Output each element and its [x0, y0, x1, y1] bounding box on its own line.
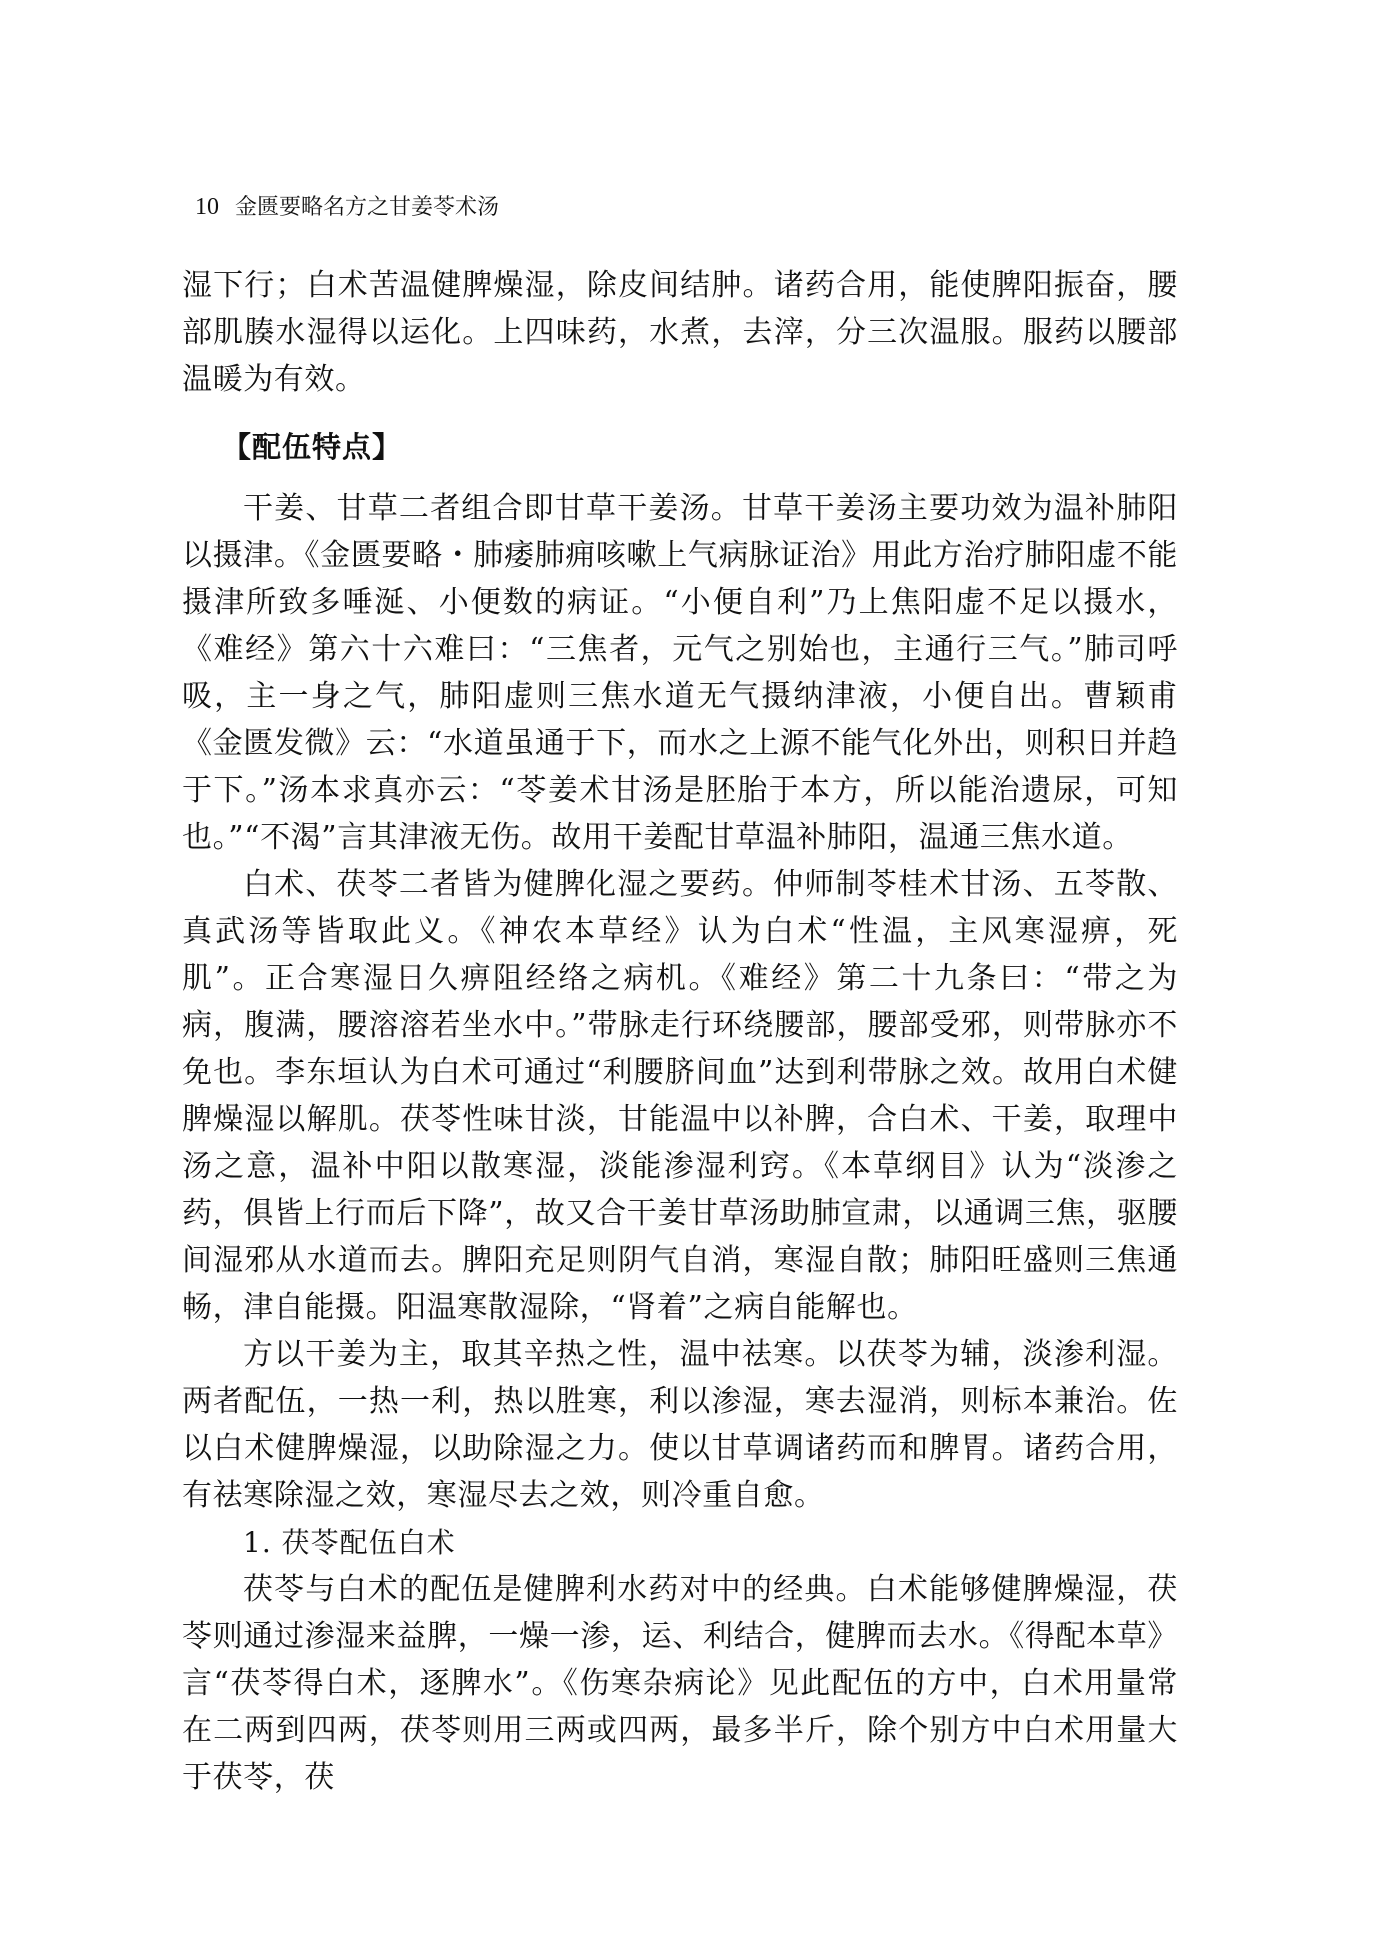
page-number: 10 [195, 194, 219, 220]
subheading: 1. 茯苓配伍白术 [243, 1526, 456, 1559]
running-header [195, 192, 499, 223]
paragraph: 白术、茯苓二者皆为健脾化湿之要药。仲师制苓桂术甘汤、五苓散、真武汤等皆取此义。《神农本草经》认为白术“性温，主风寒湿痹，死肌”。正合寒湿日久痹阻经络之病机。《难经》第二十九条曰：“带之为病，腹满，腰溶溶若坐水中。”带脉走行环绕腰部，腰部受邪，则带脉亦不免也。李东垣认为白术可通过“利腰脐间血”达到利带脉之效。故用白术健脾燥湿以解肌。茯苓性味甘淡，甘能温中以补脾，合白术、干姜，取理中汤之意，温补中阳以散寒湿，淡能渗湿利窍。《本草纲目》认为“淡渗之药，俱皆上行而后下降”，故又合干姜甘草汤助肺宣肃，以通调三焦，驱腰间湿邪从水道而去。脾阳充足则阴气自消，寒湿自散；肺阳旺盛则三焦通畅，津自能摄。阳温寒散湿除，“肾着”之病自能解也。 [182, 867, 1178, 1325]
page-body [182, 262, 1178, 1801]
paragraph: 方以干姜为主，取其辛热之性，温中祛寒。以茯苓为辅，淡渗利湿。两者配伍，一热一利，热以胜寒，利以渗湿，寒去湿消，则标本兼治。佐以白术健脾燥湿，以助除湿之力。使以甘草调诸药而和脾胃。诸药合用，有祛寒除湿之效，寒湿尽去之效，则冷重自愈。 [182, 1337, 1178, 1513]
book-title: 金匮要略名方之甘姜苓术汤 [235, 195, 500, 220]
paragraph: 茯苓与白术的配伍是健脾利水药对中的经典。白术能够健脾燥湿，茯苓则通过渗湿来益脾，一燥一渗，运、利结合，健脾而去水。《得配本草》言“茯苓得白术，逐脾水”。《伤寒杂病论》见此配伍的方中，白术用量常在二两到四两，茯苓则用三两或四两，最多半斤，除个别方中白术用量大于茯苓，茯 [182, 1572, 1178, 1795]
paragraph-continuation: 湿下行；白术苦温健脾燥湿，除皮间结肿。诸药合用，能使脾阳振奋，腰部肌腠水湿得以运化。上四味药，水煮，去滓，分三次温服。服药以腰部温暖为有效。 [182, 268, 1178, 397]
paragraph: 干姜、甘草二者组合即甘草干姜汤。甘草干姜汤主要功效为温补肺阳以摄津。《金匮要略・肺痿肺痈咳嗽上气病脉证治》用此方治疗肺阳虚不能摄津所致多唾涎、小便数的病证。“小便自利”乃上焦阳虚不足以摄水，《难经》第六十六难曰：“三焦者，元气之别始也，主通行三气。”肺司呼吸，主一身之气，肺阳虚则三焦水道无气摄纳津液，小便自出。曹颖甫《金匮发微》云：“水道虽通于下，而水之上源不能气化外出，则积日并趋于下。”汤本求真亦云：“苓姜术甘汤是胚胎于本方，所以能治遗尿，可知也。”“不渴”言其津液无伤。故用干姜配甘草温补肺阳，温通三焦水道。 [182, 491, 1178, 855]
section-heading: 【配伍特点】 [222, 430, 403, 464]
